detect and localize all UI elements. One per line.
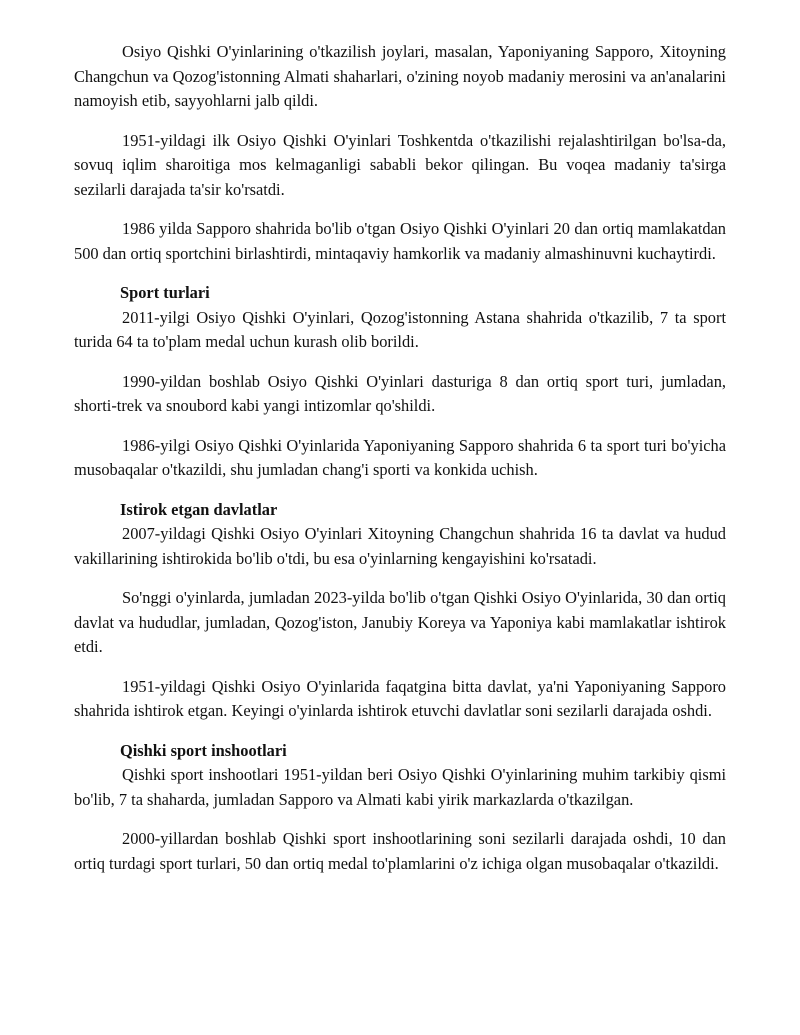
intro-paragraph-3: 1986 yilda Sapporo shahrida bo'lib o'tgan Osiyo Qishki O'yinlari 20 dan ortiq mamlakatdan 500 dan ortiq sportchini birlashtirdi, mintaqaviy hamkorlik va madaniy almashinuvni kuchaytirdi. xyxy=(74,219,726,263)
sport-paragraph-1: 2011-yilgi Osiyo Qishki O'yinlari, Qozog'istonning Astana shahrida o'tkazilib, 7 ta sport turida 64 ta to'plam medal uchun kurash olib borildi. xyxy=(74,307,726,351)
sport-paragraph-2: 1990-yildan boshlab Osiyo Qishki O'yinlari dasturiga 8 dan ortiq sport turi, jumladan, shorti-trek va snoubord kabi yangi intizomlar qo'shildi. xyxy=(74,371,726,415)
intro-paragraph-2: 1951-yildagi ilk Osiyo Qishki O'yinlari Toshkentda o'tkazilishi rejalashtirilgan bo'lsa-da, sovuq iqlim sharoitiga mos kelmaganligi sababli bekor qilingan. Bu voqea madaniy ta'sirga sezilarli darajada ta'sir ko'rsatdi. xyxy=(74,130,726,199)
section-heading-facilities: Qishki sport inshootlari xyxy=(120,740,287,760)
facilities-paragraph-2: 2000-yillardan boshlab Qishki sport inshootlarining soni sezilarli darajada oshdi, 10 dan ortiq turdagi sport turlari, 50 dan ortiq medal to'plamlarini o'z ichiga olgan musobaqalar o'tkazildi. xyxy=(74,829,726,873)
section-heading-countries: Istirok etgan davlatlar xyxy=(120,499,278,519)
countries-paragraph-3: 1951-yildagi Qishki Osiyo O'yinlarida faqatgina bitta davlat, ya'ni Yaponiyaning Sapporo shahrida ishtirok etgan. Keyingi o'yinlarda ishtirok etuvchi davlatlar soni sezilarli darajada oshdi. xyxy=(74,676,726,720)
document-page xyxy=(74,40,726,876)
sport-paragraph-3: 1986-yilgi Osiyo Qishki O'yinlarida Yaponiyaning Sapporo shahrida 6 ta sport turi bo'yicha musobaqalar o'tkazildi, shu jumladan chang'i sporti va konkida uchish. xyxy=(74,435,726,479)
intro-paragraph-1: Osiyo Qishki O'yinlarining o'tkazilish joylari, masalan, Yaponiyaning Sapporo, Xitoyning Changchun va Qozog'istonning Almati shaharlari, o'zining noyob madaniy merosini va an'analarini namoyish etib, sayyohlarni jalb qildi. xyxy=(74,42,726,110)
countries-paragraph-2: So'nggi o'yinlarda, jumladan 2023-yilda bo'lib o'tgan Qishki Osiyo O'yinlarida, 30 dan ortiq davlat va hududlar, jumladan, Qozog'iston, Janubiy Koreya va Yaponiya kabi mamlakatlar ishtirok etdi. xyxy=(74,588,726,656)
countries-paragraph-1: 2007-yildagi Qishki Osiyo O'yinlari Xitoyning Changchun shahrida 16 ta davlat va hudud vakillarining ishtirokida bo'lib o'tdi, bu esa o'yinlarning kengayishini ko'rsatadi. xyxy=(74,524,726,568)
section-heading-sport: Sport turlari xyxy=(120,283,210,302)
facilities-paragraph-1: Qishki sport inshootlari 1951-yildan beri Osiyo Qishki O'yinlarining muhim tarkibiy qismi bo'lib, 7 ta shaharda, jumladan Sapporo va Almati kabi yirik markazlarda o'tkazilgan. xyxy=(74,765,726,809)
